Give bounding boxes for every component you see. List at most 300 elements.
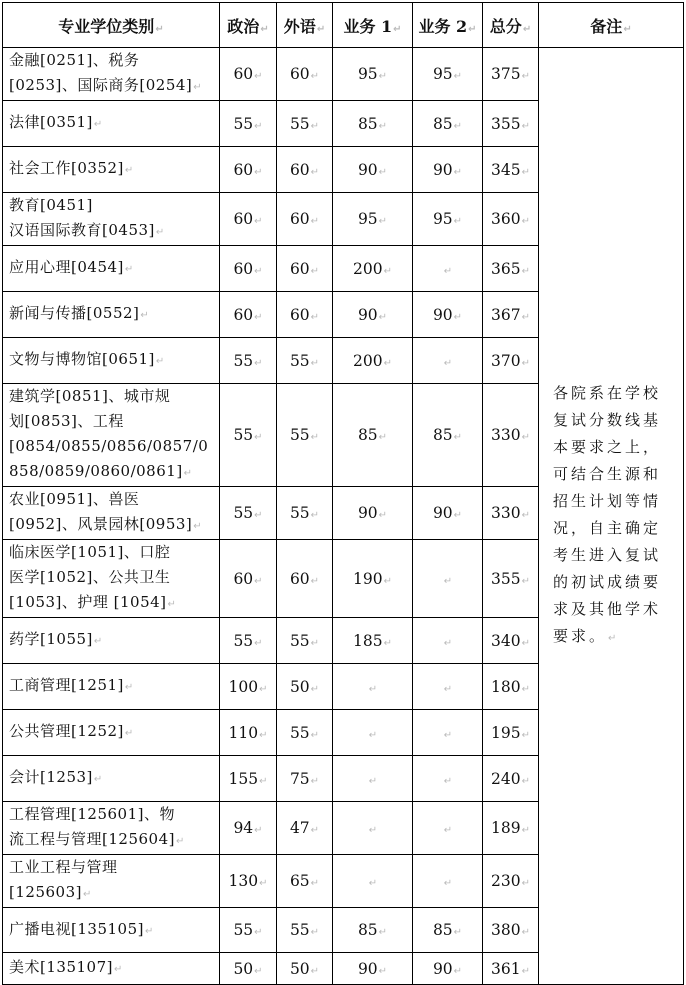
cell-subject1 (333, 664, 413, 710)
cell-foreign-language (277, 710, 333, 756)
cell-category (3, 193, 220, 246)
cell-subject2 (413, 756, 483, 802)
cell-subject2 (413, 292, 483, 338)
score-value: 60 (233, 259, 254, 278)
score-table (2, 2, 684, 985)
paragraph-mark-icon: ↵ (453, 71, 463, 82)
header-remarks: 备注↵ (539, 3, 684, 48)
cell-foreign-language (277, 246, 333, 292)
cell-politics (220, 338, 277, 384)
score-value: 55 (289, 631, 310, 650)
remarks-cell (539, 48, 684, 985)
category-text: 法律[0351] (9, 113, 93, 131)
score-value: 100 (228, 677, 259, 696)
paragraph-mark-icon: ↵ (453, 166, 463, 178)
cell-foreign-language (277, 338, 333, 384)
paragraph-mark-icon: ↵ (521, 357, 530, 369)
score-value: 50 (289, 677, 310, 696)
cell-politics (220, 487, 277, 540)
paragraph-mark-icon: ↵ (124, 165, 134, 176)
paragraph-mark-icon: ↵ (378, 927, 388, 938)
header-row (3, 3, 684, 48)
score-value: 55 (289, 504, 310, 522)
paragraph-mark-icon: ↵ (443, 878, 453, 889)
score-value: 55 (233, 426, 254, 444)
paragraph-mark-icon: ↵ (254, 357, 263, 369)
cell-total (483, 246, 539, 292)
score-value: 85 (432, 426, 453, 444)
score-value: 90 (432, 305, 453, 324)
cell-total (483, 487, 539, 540)
cell-subject1 (333, 710, 413, 756)
cell-foreign-language (277, 48, 333, 101)
paragraph-mark-icon: ↵ (368, 775, 378, 787)
score-value: 90 (357, 305, 378, 324)
paragraph-mark-icon: ↵ (254, 265, 263, 277)
paragraph-mark-icon: ↵ (378, 71, 388, 82)
cell-politics (220, 540, 277, 618)
paragraph-mark-icon: ↵ (113, 964, 123, 975)
score-value: 55 (289, 723, 310, 742)
paragraph-mark-icon: ↵ (259, 683, 268, 695)
category-text: 新闻与传播[0552] (9, 304, 140, 322)
cell-category (3, 756, 220, 802)
paragraph-mark-icon: ↵ (254, 432, 263, 443)
score-value: 60 (289, 259, 310, 278)
paragraph-mark-icon: ↵ (443, 729, 453, 741)
paragraph-mark-icon: ↵ (443, 637, 453, 649)
cell-total (483, 802, 539, 855)
score-value: 189 (491, 819, 521, 837)
score-value: 55 (233, 631, 254, 650)
paragraph-mark-icon: ↵ (378, 432, 388, 443)
cell-politics (220, 710, 277, 756)
header-foreign-language: 外语↵ (277, 3, 333, 48)
cell-subject1 (333, 855, 413, 908)
category-text: 工程管理[125601]、物 流工程与管理[125604] (9, 805, 175, 848)
paragraph-mark-icon: ↵ (310, 683, 320, 695)
header-total: 总分↵ (483, 3, 539, 48)
score-value: 60 (233, 305, 254, 324)
category-text: 会计[1253] (9, 768, 93, 786)
paragraph-mark-icon: ↵ (368, 683, 378, 695)
cell-category (3, 540, 220, 618)
cell-total (483, 147, 539, 193)
score-value: 340 (491, 631, 521, 650)
score-value: 85 (357, 114, 378, 133)
cell-subject1 (333, 802, 413, 855)
score-value: 155 (228, 769, 259, 788)
cell-subject1 (333, 193, 413, 246)
score-value: 85 (432, 114, 453, 133)
score-value: 95 (357, 65, 378, 83)
cell-politics (220, 384, 277, 487)
paragraph-mark-icon: ↵ (93, 636, 103, 647)
paragraph-mark-icon: ↵ (310, 965, 320, 977)
paragraph-mark-icon: ↵ (310, 166, 320, 178)
cell-politics (220, 953, 277, 985)
cell-subject1 (333, 953, 413, 985)
cell-subject1 (333, 540, 413, 618)
score-value: 55 (233, 921, 254, 939)
score-value: 60 (289, 160, 310, 179)
score-value: 375 (491, 65, 521, 83)
paragraph-mark-icon: ↵ (521, 575, 530, 587)
paragraph-mark-icon: ↵ (310, 120, 320, 132)
cell-foreign-language (277, 618, 333, 664)
paragraph-mark-icon: ↵ (378, 311, 388, 323)
category-text: 农业[0951]、兽医 [0952]、风景园林[0953] (9, 490, 193, 533)
cell-category (3, 710, 220, 756)
paragraph-mark-icon: ↵ (254, 637, 263, 649)
cell-foreign-language (277, 953, 333, 985)
score-value: 55 (233, 351, 254, 370)
cell-subject2 (413, 101, 483, 147)
cell-total (483, 710, 539, 756)
category-text: 社会工作[0352] (9, 159, 124, 177)
paragraph-mark-icon: ↵ (453, 311, 463, 323)
cell-foreign-language (277, 101, 333, 147)
cell-total (483, 338, 539, 384)
paragraph-mark-icon: ↵ (521, 311, 530, 323)
cell-subject2 (413, 48, 483, 101)
paragraph-mark-icon: ↵ (254, 120, 263, 132)
score-value: 60 (233, 160, 254, 179)
paragraph-mark-icon: ↵ (124, 728, 134, 739)
cell-politics (220, 802, 277, 855)
paragraph-mark-icon: ↵ (254, 216, 263, 227)
paragraph-mark-icon: ↵ (383, 637, 392, 649)
score-value: 355 (491, 114, 521, 133)
score-value: 185 (353, 631, 383, 650)
cell-subject2 (413, 540, 483, 618)
score-value: 110 (228, 723, 259, 742)
paragraph-mark-icon: ↵ (521, 510, 530, 521)
category-text: 美术[135107] (9, 958, 113, 976)
paragraph-mark-icon: ↵ (368, 729, 378, 741)
cell-subject2 (413, 618, 483, 664)
cell-total (483, 101, 539, 147)
paragraph-mark-icon: ↵ (310, 265, 320, 277)
cell-politics (220, 246, 277, 292)
score-value: 85 (357, 921, 378, 939)
score-value: 85 (357, 426, 378, 444)
score-value: 330 (491, 426, 521, 444)
table-row (3, 48, 684, 101)
paragraph-mark-icon: ↵ (521, 683, 530, 695)
paragraph-mark-icon: ↵ (453, 120, 463, 132)
paragraph-mark-icon: ↵ (183, 468, 193, 479)
cell-politics (220, 48, 277, 101)
category-text: 广播电视[135105] (9, 919, 144, 938)
paragraph-mark-icon: ↵ (310, 729, 320, 741)
paragraph-mark-icon: ↵ (124, 264, 134, 275)
paragraph-mark-icon: ↵ (124, 682, 134, 693)
paragraph-mark-icon: ↵ (310, 927, 320, 938)
cell-foreign-language (277, 487, 333, 540)
score-value: 345 (491, 160, 521, 179)
score-value: 200 (353, 351, 383, 370)
score-value: 355 (491, 569, 521, 588)
cell-total (483, 193, 539, 246)
score-value: 90 (432, 959, 453, 978)
cell-total (483, 664, 539, 710)
paragraph-mark-icon: ↵ (310, 878, 320, 889)
score-value: 55 (289, 426, 310, 444)
cell-politics (220, 855, 277, 908)
cell-subject2 (413, 953, 483, 985)
score-value: 55 (233, 504, 254, 522)
cell-foreign-language (277, 664, 333, 710)
remarks-text: 各院系在学校复试分数线基本要求之上，可结合生源和招生计划等情况，自主确定考生进入复试的初试成绩要求及其他学术要求。 (553, 384, 662, 645)
score-value: 60 (289, 65, 310, 83)
cell-subject2 (413, 855, 483, 908)
paragraph-mark-icon: ↵ (310, 71, 320, 82)
score-value: 330 (491, 504, 521, 522)
score-value: 361 (491, 959, 521, 978)
cell-total (483, 48, 539, 101)
score-value: 60 (233, 65, 254, 83)
paragraph-mark-icon: ↵ (443, 575, 453, 587)
cell-subject1 (333, 756, 413, 802)
paragraph-mark-icon: ↵ (254, 166, 263, 178)
paragraph-mark-icon: ↵ (254, 575, 263, 587)
paragraph-mark-icon: ↵ (521, 166, 530, 178)
paragraph-mark-icon: ↵ (443, 825, 453, 836)
score-value: 230 (491, 872, 521, 890)
cell-subject1 (333, 48, 413, 101)
paragraph-mark-icon: ↵ (254, 825, 263, 836)
category-text: 应用心理[0454] (9, 258, 124, 276)
paragraph-mark-icon: ↵ (521, 120, 530, 132)
paragraph-mark-icon: ↵ (521, 729, 530, 741)
cell-foreign-language (277, 855, 333, 908)
paragraph-mark-icon: ↵ (443, 775, 453, 787)
cell-subject1 (333, 618, 413, 664)
cell-subject1 (333, 246, 413, 292)
cell-subject2 (413, 710, 483, 756)
cell-subject1 (333, 908, 413, 953)
paragraph-mark-icon: ↵ (383, 265, 392, 277)
header-politics: 政治↵ (220, 3, 277, 48)
paragraph-mark-icon: ↵ (93, 119, 103, 130)
category-text: 工业工程与管理 [125603] (9, 858, 118, 901)
paragraph-mark-icon: ↵ (310, 216, 320, 227)
paragraph-mark-icon: ↵ (193, 521, 203, 532)
paragraph-mark-icon: ↵ (453, 927, 463, 938)
score-value: 360 (491, 210, 521, 228)
paragraph-mark-icon: ↵ (453, 510, 463, 521)
paragraph-mark-icon: ↵ (521, 825, 530, 836)
header-subject2: 业务 2↵ (413, 3, 483, 48)
paragraph-mark-icon: ↵ (453, 432, 463, 443)
paragraph-mark-icon: ↵ (140, 310, 150, 321)
cell-subject1 (333, 338, 413, 384)
cell-politics (220, 756, 277, 802)
cell-category (3, 953, 220, 985)
cell-total (483, 953, 539, 985)
cell-category (3, 618, 220, 664)
score-value: 60 (233, 210, 254, 228)
header-subject1: 业务 1↵ (333, 3, 413, 48)
cell-foreign-language (277, 193, 333, 246)
paragraph-mark-icon: ↵ (259, 775, 268, 787)
cell-foreign-language (277, 756, 333, 802)
category-text: 药学[1055] (9, 630, 93, 648)
cell-subject2 (413, 338, 483, 384)
cell-politics (220, 618, 277, 664)
category-text: 金融[0251]、税务 [0253]、国际商务[0254] (9, 51, 193, 94)
header-category: 专业学位类别↵ (3, 3, 220, 48)
cell-total (483, 908, 539, 953)
paragraph-mark-icon: ↵ (193, 82, 203, 93)
cell-category (3, 101, 220, 147)
cell-foreign-language (277, 147, 333, 193)
score-value: 90 (357, 959, 378, 978)
score-value: 65 (289, 872, 310, 890)
score-value: 380 (491, 921, 521, 939)
score-value: 50 (289, 959, 310, 978)
cell-foreign-language (277, 802, 333, 855)
paragraph-mark-icon: ↵ (144, 925, 154, 937)
cell-total (483, 855, 539, 908)
cell-subject2 (413, 193, 483, 246)
paragraph-mark-icon: ↵ (155, 227, 165, 238)
category-text: 临床医学[1051]、口腔 医学[1052]、公共卫生 [1053]、护理 [1054] (9, 543, 171, 611)
score-value: 94 (233, 819, 254, 837)
score-value: 240 (491, 769, 521, 788)
paragraph-mark-icon: ↵ (443, 683, 453, 695)
cell-foreign-language (277, 384, 333, 487)
cell-category (3, 147, 220, 193)
score-value: 60 (233, 569, 254, 588)
cell-politics (220, 101, 277, 147)
score-value: 55 (233, 114, 254, 133)
paragraph-mark-icon: ↵ (175, 836, 185, 847)
cell-politics (220, 292, 277, 338)
paragraph-mark-icon: ↵ (608, 633, 620, 644)
score-value: 90 (432, 504, 453, 522)
paragraph-mark-icon: ↵ (521, 965, 530, 977)
cell-category (3, 487, 220, 540)
paragraph-mark-icon: ↵ (521, 432, 530, 443)
category-text: 公共管理[1252] (9, 722, 124, 740)
cell-subject2 (413, 384, 483, 487)
paragraph-mark-icon: ↵ (383, 357, 392, 369)
cell-subject2 (413, 664, 483, 710)
cell-foreign-language (277, 540, 333, 618)
category-text: 工商管理[1251] (9, 676, 124, 694)
cell-category (3, 384, 220, 487)
category-text: 建筑学[0851]、城市规 划[0853]、工程 [0854/0855/0856/0857/0 858/0859/0860/0861] (9, 387, 209, 480)
paragraph-mark-icon: ↵ (521, 927, 530, 938)
cell-category (3, 292, 220, 338)
cell-foreign-language (277, 908, 333, 953)
paragraph-mark-icon: ↵ (453, 965, 463, 977)
paragraph-mark-icon: ↵ (310, 357, 320, 369)
cell-subject2 (413, 147, 483, 193)
score-value: 90 (357, 160, 378, 179)
paragraph-mark-icon: ↵ (254, 510, 263, 521)
paragraph-mark-icon: ↵ (254, 311, 263, 323)
score-value: 90 (357, 504, 378, 522)
paragraph-mark-icon: ↵ (310, 575, 320, 587)
cell-category (3, 855, 220, 908)
paragraph-mark-icon: ↵ (254, 927, 263, 938)
score-value: 367 (491, 305, 521, 324)
cell-subject2 (413, 802, 483, 855)
score-value: 55 (289, 921, 310, 939)
paragraph-mark-icon: ↵ (521, 637, 530, 649)
score-value: 95 (432, 65, 453, 83)
paragraph-mark-icon: ↵ (368, 878, 378, 889)
paragraph-mark-icon: ↵ (521, 265, 530, 277)
score-value: 95 (357, 210, 378, 228)
paragraph-mark-icon: ↵ (93, 774, 103, 785)
cell-politics (220, 908, 277, 953)
score-value: 200 (353, 259, 383, 278)
score-value: 195 (491, 723, 521, 742)
score-value: 60 (289, 569, 310, 588)
score-value: 75 (289, 769, 310, 788)
paragraph-mark-icon: ↵ (310, 432, 320, 443)
paragraph-mark-icon: ↵ (310, 775, 320, 787)
paragraph-mark-icon: ↵ (259, 729, 268, 741)
cell-subject2 (413, 487, 483, 540)
paragraph-mark-icon: ↵ (378, 166, 388, 178)
score-value: 60 (289, 210, 310, 228)
cell-subject1 (333, 147, 413, 193)
cell-category (3, 802, 220, 855)
paragraph-mark-icon: ↵ (378, 216, 388, 227)
cell-category (3, 246, 220, 292)
cell-total (483, 292, 539, 338)
cell-subject2 (413, 908, 483, 953)
category-text: 文物与博物馆[0651] (9, 350, 155, 368)
score-value: 130 (228, 872, 259, 890)
paragraph-mark-icon: ↵ (521, 878, 530, 889)
paragraph-mark-icon: ↵ (310, 311, 320, 323)
score-value: 95 (432, 210, 453, 228)
cell-politics (220, 147, 277, 193)
paragraph-mark-icon: ↵ (155, 356, 165, 367)
cell-subject1 (333, 384, 413, 487)
paragraph-mark-icon: ↵ (310, 510, 320, 521)
score-value: 190 (353, 569, 383, 588)
cell-category (3, 338, 220, 384)
score-value: 180 (491, 677, 521, 696)
paragraph-mark-icon: ↵ (310, 825, 320, 836)
score-value: 55 (289, 114, 310, 133)
paragraph-mark-icon: ↵ (310, 637, 320, 649)
cell-total (483, 540, 539, 618)
cell-category (3, 664, 220, 710)
cell-total (483, 618, 539, 664)
score-value: 370 (491, 351, 521, 370)
score-value: 55 (289, 351, 310, 370)
cell-subject1 (333, 292, 413, 338)
cell-category (3, 908, 220, 953)
score-value: 47 (289, 819, 310, 837)
score-value: 85 (432, 921, 453, 939)
cell-foreign-language (277, 292, 333, 338)
paragraph-mark-icon: ↵ (443, 265, 453, 277)
cell-politics (220, 193, 277, 246)
paragraph-mark-icon: ↵ (521, 216, 530, 227)
paragraph-mark-icon: ↵ (254, 965, 263, 977)
paragraph-mark-icon: ↵ (167, 599, 177, 610)
cell-subject2 (413, 246, 483, 292)
